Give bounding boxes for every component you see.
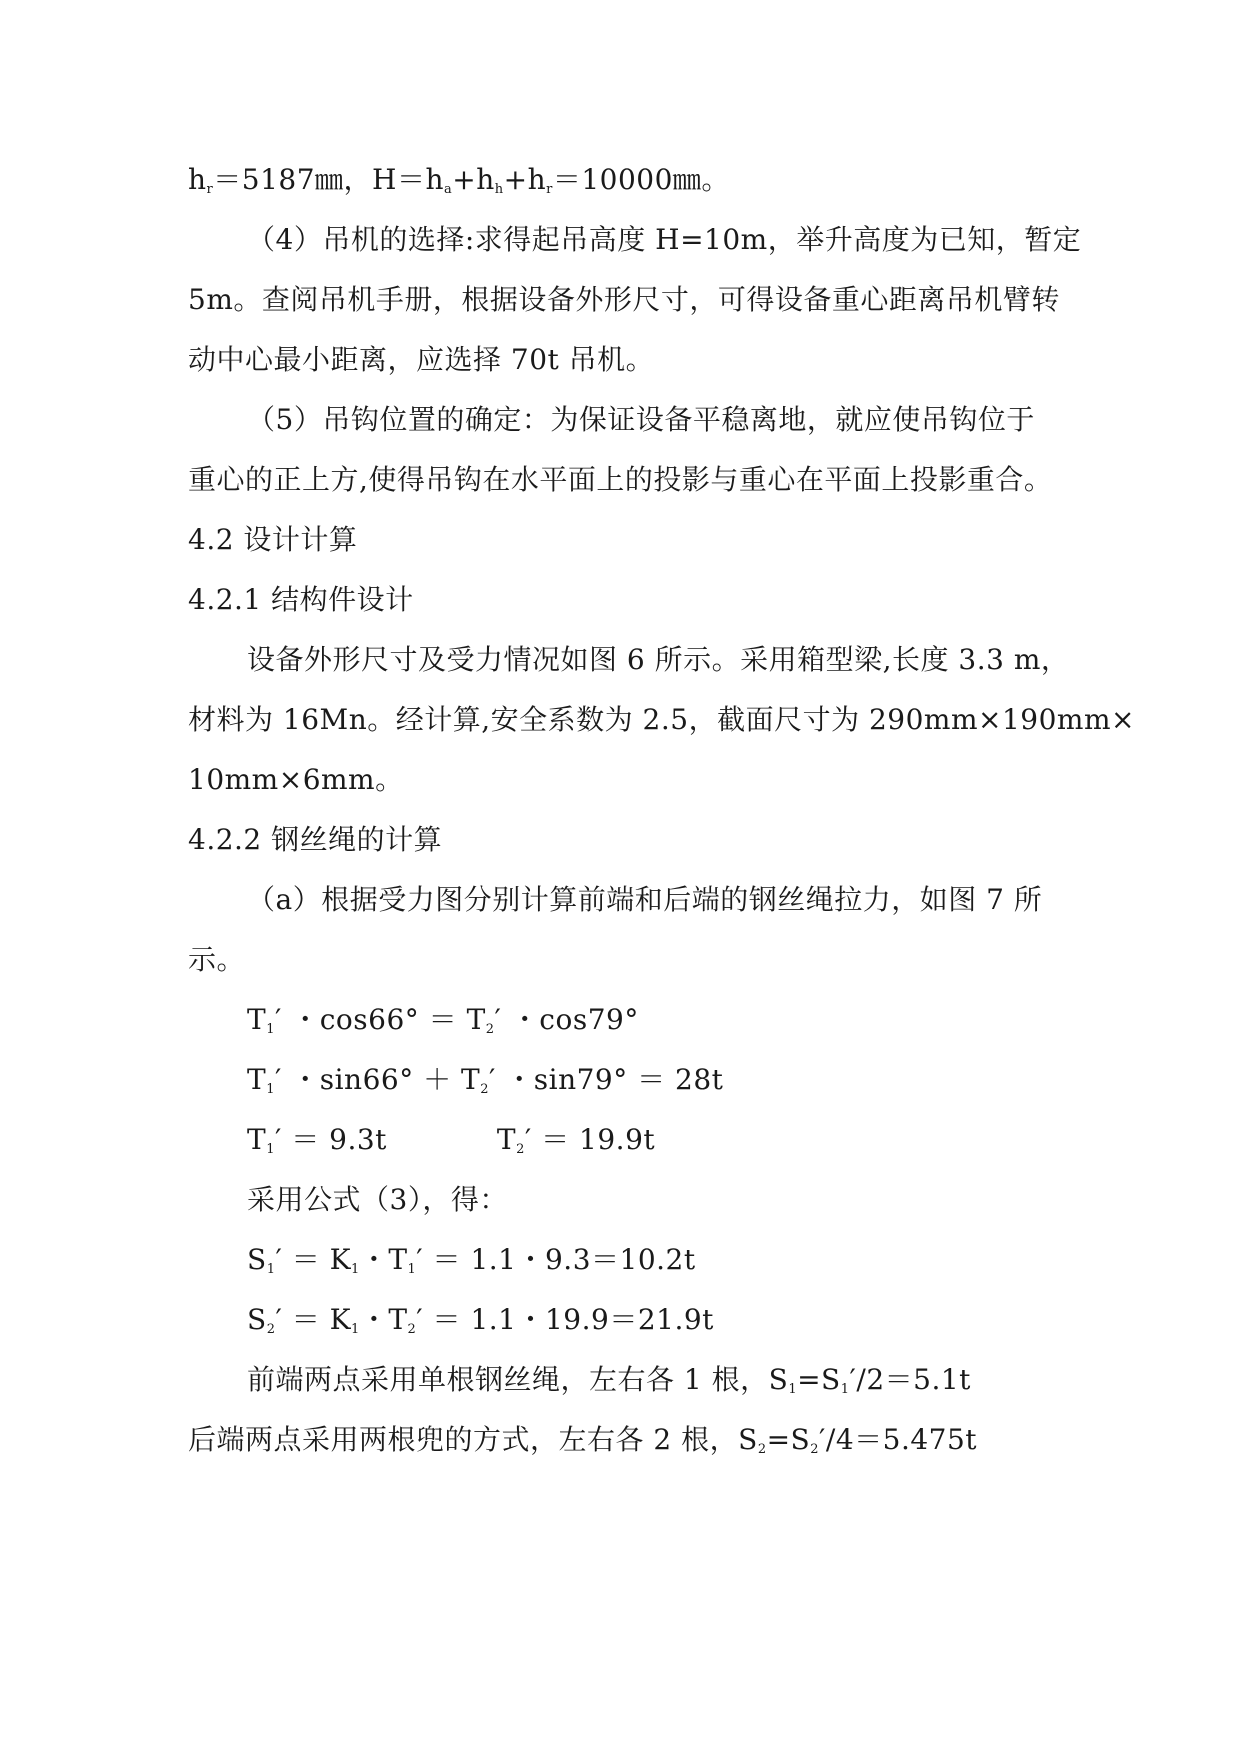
equation-s1: $S_1' = K_1$・$T_1' = 1.1$・9.3＝10.2t: [247, 1243, 696, 1277]
formula-reference-line: 采用公式（3），得：: [247, 1183, 508, 1216]
section-heading-4-2: 4.2 设计计算: [188, 523, 358, 556]
paragraph-structure-design-cont2: 10mm×6mm。: [188, 763, 404, 796]
paragraph-hook-position-cont: 重心的正上方,使得吊钩在水平面上的投影与重心在平面上投影重合。: [188, 463, 1053, 496]
paragraph-rear-rope: 后端两点采用两根兜的方式，左右各 2 根，$S_2=S_2'/4=5.475t$: [188, 1423, 978, 1457]
paragraph-crane-selection-cont1: 5m。查阅吊机手册，根据设备外形尺寸，可得设备重心距离吊机臂转: [188, 283, 1060, 316]
equation-sin-balance: $T_1'$ ・$\sin 66^\circ + T_2'$ ・sin79° ＝ 28t: [247, 1063, 724, 1097]
paragraph-crane-selection: （4）吊机的选择:求得起吊高度 H=10m，举升高度为已知，暂定: [247, 223, 1082, 256]
section-heading-4-2-2: 4.2.2 钢丝绳的计算: [188, 823, 443, 856]
paragraph-crane-selection-cont2: 动中心最小距离，应选择 70t 吊机。: [188, 343, 655, 376]
equation-cos-balance: $T_1'$ ・$\cos 66^\circ = T_2'$ ・cos79°: [247, 1003, 639, 1037]
equation-tension-results: $T_1' = 9.3t$ $T_2' = 19.9t$: [247, 1123, 656, 1157]
paragraph-structure-design: 设备外形尺寸及受力情况如图 6 所示。采用箱型梁,长度 3.3 m，: [247, 643, 1070, 676]
paragraph-structure-design-cont1: 材料为 16Mn。经计算,安全系数为 2.5，截面尺寸为 290mm×190mm×: [188, 703, 1135, 736]
paragraph-front-rope: 前端两点采用单根钢丝绳，左右各 1 根，$S_1=S_1'/2=5.1t$: [247, 1363, 971, 1397]
paragraph-rope-calc: （a）根据受力图分别计算前端和后端的钢丝绳拉力，如图 7 所: [247, 883, 1043, 916]
section-heading-4-2-1: 4.2.1 结构件设计: [188, 583, 414, 616]
paragraph-rope-calc-cont: 示。: [188, 943, 246, 976]
paragraph-hook-position: （5）吊钩位置的确定：为保证设备平稳离地，就应使吊钩位于: [247, 403, 1035, 436]
height-formula-line: $h_r=5187㎜$，$H=h_a+h_h+h_r=10000㎜$。: [188, 163, 730, 197]
equation-s2: $S_2' = K_1$・$T_2' = 1.1$・19.9＝21.9t: [247, 1303, 714, 1337]
